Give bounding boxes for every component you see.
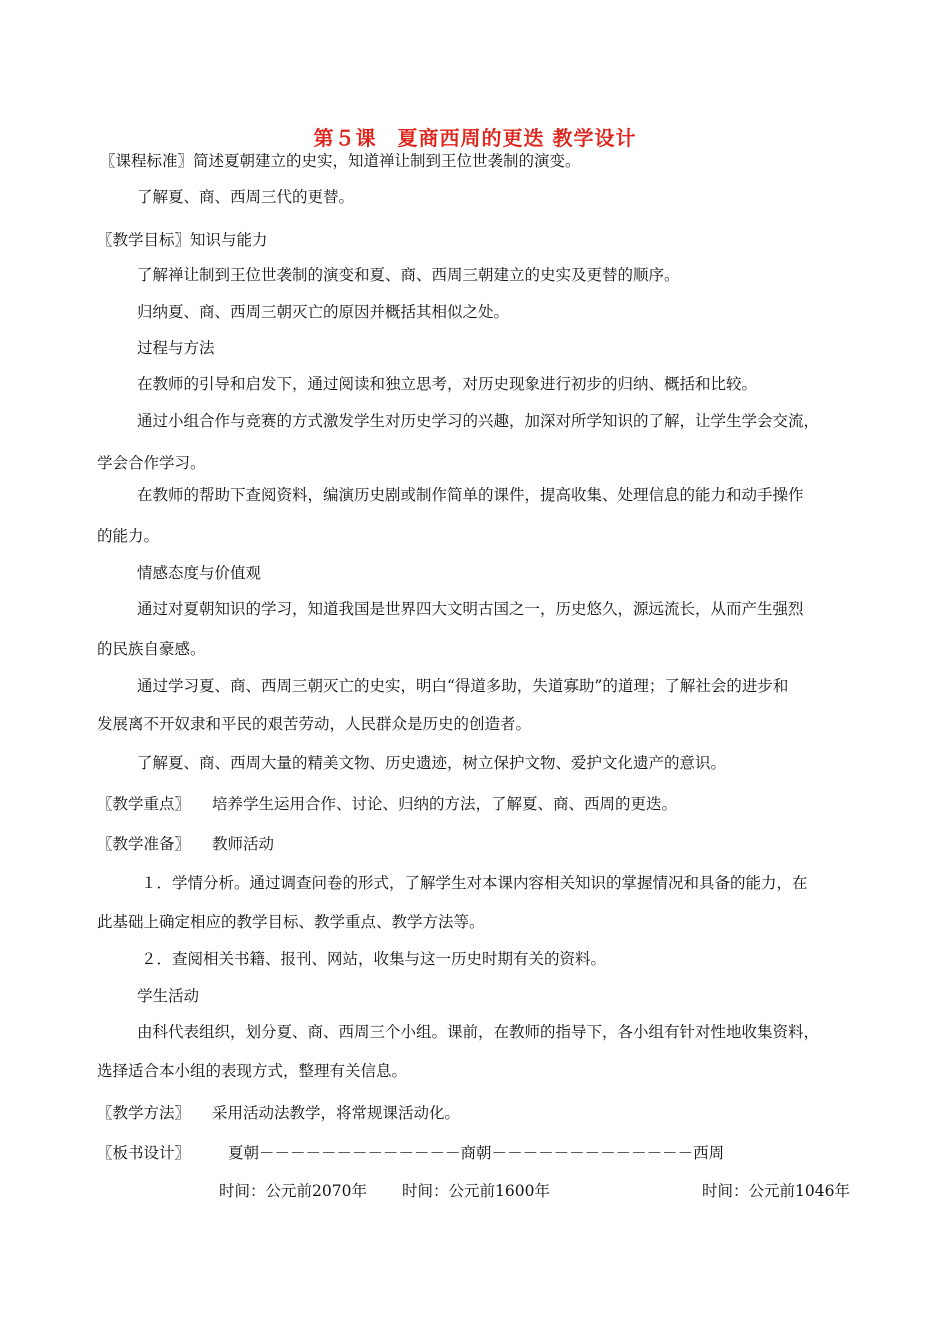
board-xizhou: 西周 xyxy=(693,1144,725,1162)
goals-tag: 〖教学目标〗 xyxy=(97,231,191,249)
prep-teacher-1a: １．学情分析。通过调查问卷的形式，了解学生对本课内容相关知识的掌握情况和具备的能力，在 xyxy=(141,874,808,892)
standard-line-2: 了解夏、商、西周三代的更替。 xyxy=(137,188,355,206)
goals-line xyxy=(97,229,268,251)
prep-tag: 〖教学准备〗 xyxy=(97,835,191,853)
standard-tag: 〖课程标准〗 xyxy=(100,152,194,170)
board-dash-1: －－－－－－－－－－－－－ xyxy=(259,1144,461,1162)
focus-line xyxy=(97,793,677,815)
prep-teacher-heading: 教师活动 xyxy=(212,835,275,853)
prep-student-heading: 学生活动 xyxy=(137,987,200,1005)
method-text: 采用活动法教学，将常规课活动化。 xyxy=(212,1104,461,1122)
goal-emotion-1b: 的民族自豪感。 xyxy=(97,640,206,658)
focus-text: 培养学生运用合作、讨论、归纳的方法，了解夏、商、西周的更迭。 xyxy=(212,795,678,813)
prep-teacher-2: ２．查阅相关书籍、报刊、网站，收集与这一历史时期有关的资料。 xyxy=(141,950,607,968)
goal-process-2b: 学会合作学习。 xyxy=(97,454,206,472)
board-time-xia: 时间：公元前2070年 xyxy=(219,1182,367,1200)
goal-process-1: 在教师的引导和启发下，通过阅读和独立思考，对历史现象进行初步的归纳、概括和比较。 xyxy=(137,375,758,393)
goals-heading-knowledge: 知识与能力 xyxy=(190,231,268,249)
board-shang: 商朝 xyxy=(460,1144,492,1162)
goals-heading-process: 过程与方法 xyxy=(137,339,215,357)
page-title: 第５课 夏商西周的更迭 教学设计 xyxy=(313,126,637,150)
board-time-shang: 时间：公元前1600年 xyxy=(402,1182,550,1200)
prep-teacher-1b: 此基础上确定相应的教学目标、教学重点、教学方法等。 xyxy=(97,913,485,931)
goal-knowledge-2: 归纳夏、商、西周三朝灭亡的原因并概括其相似之处。 xyxy=(137,303,510,321)
prep-student-1a: 由科代表组织，划分夏、商、西周三个小组。课前，在教师的指导下，各小组有针对性地收集资料， xyxy=(137,1023,820,1041)
board-time-xizhou: 时间：公元前1046年 xyxy=(702,1182,850,1200)
goal-process-2a: 通过小组合作与竞赛的方式激发学生对历史学习的兴趣，加深对所学知识的了解，让学生学会交流， xyxy=(137,412,820,430)
board-line xyxy=(97,1142,724,1164)
goal-knowledge-1: 了解禅让制到王位世袭制的演变和夏、商、西周三朝建立的史实及更替的顺序。 xyxy=(137,266,680,284)
method-tag: 〖教学方法〗 xyxy=(97,1104,191,1122)
standard-line-1 xyxy=(100,150,581,172)
focus-tag: 〖教学重点〗 xyxy=(97,795,191,813)
board-dash-2: －－－－－－－－－－－－－ xyxy=(491,1144,694,1162)
goals-heading-emotion: 情感态度与价值观 xyxy=(137,564,262,582)
prep-line xyxy=(97,833,274,855)
standard-text-1: 简述夏朝建立的史实，知道禅让制到王位世袭制的演变。 xyxy=(193,152,581,170)
board-tag: 〖板书设计〗 xyxy=(97,1144,191,1162)
goal-process-3b: 的能力。 xyxy=(97,527,160,545)
goal-emotion-2a: 通过学习夏、商、西周三朝灭亡的史实，明白“得道多助，失道寡助”的道理；了解社会的进步和 xyxy=(137,677,789,695)
board-xia: 夏朝 xyxy=(228,1144,260,1162)
prep-student-1b: 选择适合本小组的表现方式，整理有关信息。 xyxy=(97,1062,408,1080)
goal-process-3a: 在教师的帮助下查阅资料，编演历史剧或制作简单的课件，提高收集、处理信息的能力和动手操作 xyxy=(137,486,804,504)
goal-emotion-2b: 发展离不开奴隶和平民的艰苦劳动，人民群众是历史的创造者。 xyxy=(97,715,532,733)
method-line xyxy=(97,1102,460,1124)
goal-emotion-3: 了解夏、商、西周大量的精美文物、历史遗迹，树立保护文物、爱护文化遗产的意识。 xyxy=(137,754,727,772)
goal-emotion-1a: 通过对夏朝知识的学习，知道我国是世界四大文明古国之一，历史悠久，源远流长，从而产生强烈 xyxy=(137,600,804,618)
